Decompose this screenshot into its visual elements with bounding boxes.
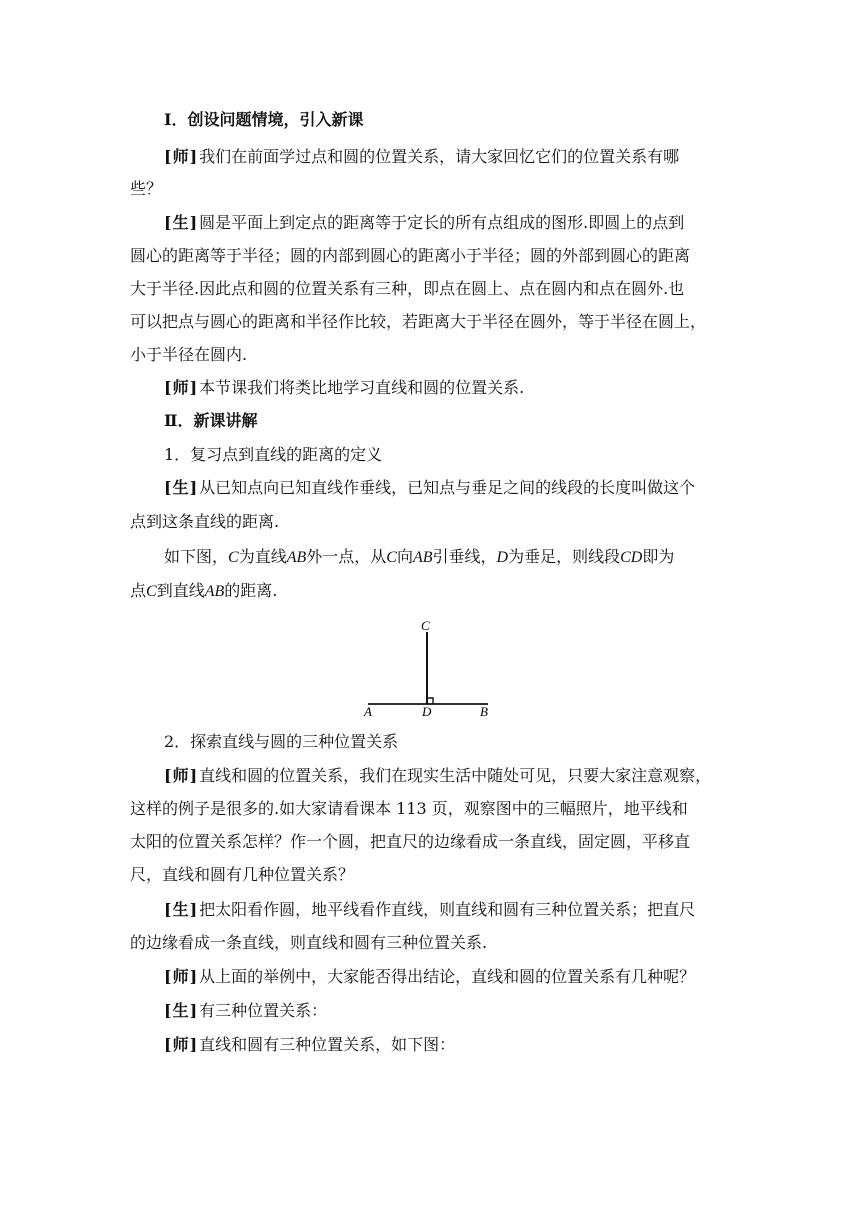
- student-tag: [生]: [164, 478, 199, 497]
- segment-label: CD: [620, 549, 643, 566]
- label-d: D: [422, 704, 432, 719]
- section-2-heading: Ⅱ．新课讲解: [164, 411, 258, 430]
- teacher-tag: [师]: [164, 967, 199, 986]
- line-label: AB: [286, 549, 307, 566]
- paragraph-line: 圆心的距离等于半径；圆的内部到圆心的距离小于半径；圆的外部到圆心的距离: [130, 246, 691, 265]
- paragraph-student-1: [164, 213, 774, 233]
- paragraph-text: 从已知点向已知直线作垂线，已知点与垂足之间的线段的长度叫做这个: [199, 478, 696, 497]
- paragraph-teacher-5: [164, 1035, 774, 1055]
- label-c: C: [421, 618, 430, 633]
- paragraph-line: 太阳的位置关系怎样？作一个圆，把直尺的边缘看成一条直线，固定圆，平移直: [130, 832, 691, 851]
- paragraph-text: 从上面的举例中，大家能否得出结论，直线和圆的位置关系有几种呢？: [199, 967, 696, 986]
- paragraph-line: 些？: [130, 179, 163, 198]
- paragraph-teacher-3: [164, 766, 774, 786]
- student-tag: [生]: [164, 213, 199, 232]
- paragraph-text: 有三种位置关系：: [199, 1001, 328, 1020]
- text-run: 向: [396, 547, 413, 566]
- student-tag: [生]: [164, 1001, 199, 1020]
- paragraph-line: 点到这条直线的距离.: [130, 512, 280, 531]
- section-1-heading: Ⅰ．创设问题情境，引入新课: [164, 110, 364, 129]
- text-run: 为垂足，则线段: [508, 547, 621, 566]
- paragraph-text: 圆是平面上到定点的距离等于定长的所有点组成的图形.即圆上的点到: [199, 213, 685, 232]
- paragraph-student-2: [164, 478, 774, 498]
- paragraph-teacher-2: [164, 378, 774, 398]
- text-run: 的距离.: [224, 581, 278, 600]
- paragraph-line: 尺，直线和圆有几种位置关系？: [130, 865, 355, 884]
- line-label: AB: [204, 583, 225, 600]
- teacher-tag: [师]: [164, 378, 199, 397]
- paragraph-teacher-4: [164, 967, 774, 987]
- item-2-title: 2．探索直线与圆的三种位置关系: [164, 732, 399, 751]
- paragraph-text: 我们在前面学过点和圆的位置关系，请大家回忆它们的位置关系有哪: [199, 147, 680, 166]
- paragraph-line: 大于半径.因此点和圆的位置关系有三种，即点在圆上、点在圆内和点在圆外.也: [130, 279, 685, 298]
- text-run: 即为: [642, 547, 675, 566]
- paragraph-line: [130, 581, 740, 602]
- point-label: D: [496, 549, 509, 566]
- paragraph-text: 直线和圆的位置关系，我们在现实生活中随处可见，只要大家注意观察，: [199, 766, 712, 785]
- text-run: 外一点，从: [306, 547, 387, 566]
- paragraph-line: 的边缘看成一条直线，则直线和圆有三种位置关系.: [130, 933, 488, 952]
- paragraph-line: 可以把点与圆心的距离和半径作比较，若距离大于半径在圆外，等于半径在圆上，: [130, 312, 707, 331]
- perpendicular-figure: [360, 616, 500, 720]
- text-run: 引垂线，: [432, 547, 497, 566]
- line-label: AB: [412, 549, 433, 566]
- item-1-title: 1．复习点到直线的距离的定义: [164, 445, 383, 464]
- paragraph-text: 把太阳看作圆，地平线看作直线，则直线和圆有三种位置关系；把直尺: [199, 900, 696, 919]
- point-label: C: [146, 583, 157, 600]
- text-run: 点: [130, 581, 147, 600]
- student-tag: [生]: [164, 900, 199, 919]
- teacher-tag: [师]: [164, 766, 199, 785]
- paragraph-text: 本节课我们将类比地学习直线和圆的位置关系.: [199, 378, 525, 397]
- teacher-tag: [师]: [164, 147, 199, 166]
- paragraph-text: 直线和圆有三种位置关系，如下图：: [199, 1035, 456, 1054]
- paragraph-line: 这样的例子是很多的.如大家请看课本 113 页，观察图中的三幅照片，地平线和: [130, 799, 688, 818]
- text-run: 为直线: [238, 547, 287, 566]
- paragraph-student-3: [164, 900, 774, 920]
- point-label: C: [386, 549, 397, 566]
- paragraph-line: 小于半径在圆内.: [130, 345, 248, 364]
- paragraph-teacher-1: [164, 147, 774, 167]
- paragraph-student-4: [164, 1001, 774, 1021]
- teacher-tag: [师]: [164, 1035, 199, 1054]
- label-b: B: [480, 704, 488, 719]
- paragraph-example: [164, 547, 774, 568]
- point-label: C: [228, 549, 239, 566]
- text-run: 到直线: [156, 581, 205, 600]
- label-a: A: [364, 704, 372, 719]
- text-run: 如下图，: [164, 547, 229, 566]
